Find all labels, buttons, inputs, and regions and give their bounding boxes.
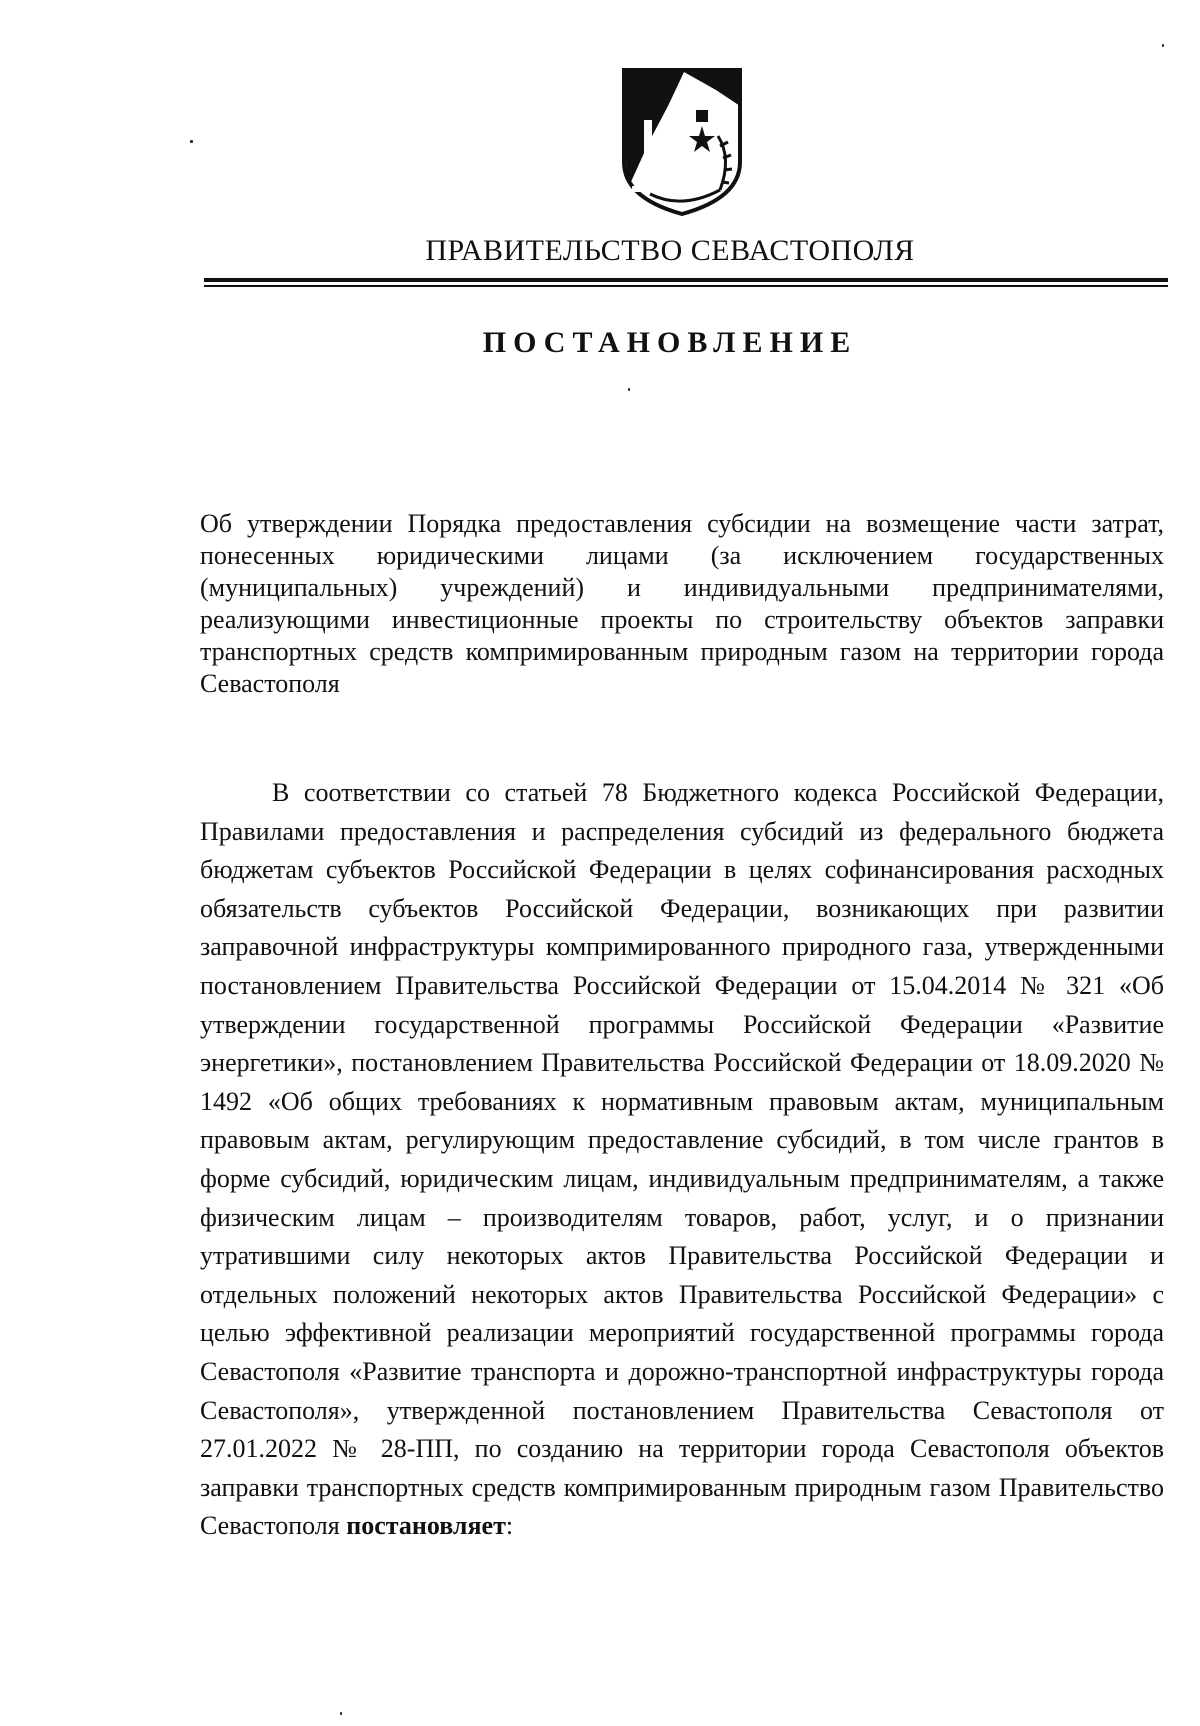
scan-speck	[628, 388, 630, 391]
header-rule-thin	[204, 285, 1168, 287]
resolves-word: постановляет	[346, 1511, 506, 1541]
resolves-colon: :	[505, 1511, 514, 1541]
org-name: ПРАВИТЕЛЬСТВО СЕВАСТОПОЛЯ	[425, 234, 915, 267]
scan-speck	[340, 1712, 342, 1715]
document-subject: Об утверждении Порядка предоставления субсидии на возмещение части затрат, понесенных юридическими лицами (за исключением государственных (муниципальных) учреждений) и индивидуальными предпринимателями, реализующими инвестиционные проекты по строительству объектов заправки транспортных средств компримированным природным газом на территории города Севастополя	[200, 509, 1164, 698]
scan-speck	[190, 140, 193, 143]
sevastopol-coat-of-arms-icon	[620, 66, 744, 218]
doc-type-title: ПОСТАНОВЛЕНИЕ	[482, 326, 858, 359]
header-rule-thick	[204, 278, 1168, 282]
body-paragraph-text: В соответствии со статьей 78 Бюджетного кодекса Российской Федерации, Правилами предоставления и распределения субсидий из федерального бюджета бюджетам субъектов Российской Федерации в целях софинансирования расходных обязательств субъектов Российской Федерации, возникающих при развитии заправочной инфраструктуры компримированного природного газа, утвержденными постановлением Правительства Российской Федерации от 15.04.2014 № 321 «Об утверждении государственной программы Российской Федерации «Развитие энергетики», постановлением Правительства Российской Федерации от 18.09.2020 № 1492 «Об общих требованиях к нормативным правовым актам, муниципальным правовым актам, регулирующим предоставление субсидий, в том числе грантов в форме субсидий, юридическим лицам, индивидуальным предпринимателям, а также физическим лицам – производителям товаров, работ, услуг, и о признании утратившими силу некоторых актов Правительства Российской Федерации и отдельных положений некоторых актов Правительства Российской Федерации» с целью эффективной реализации мероприятий государственной программы города Севастополя «Развитие транспорта и дорожно-транспортной инфраструктуры города Севастополя», утвержденной постановлением Правительства Севастополя от 27.01.2022 № 28-ПП, по созданию на территории города Севастополя объектов заправки транспортных средств компримированным природным газом Правительство Севастополя	[200, 778, 1164, 1541]
scan-speck	[1162, 44, 1164, 47]
body-paragraph	[200, 774, 1164, 1546]
